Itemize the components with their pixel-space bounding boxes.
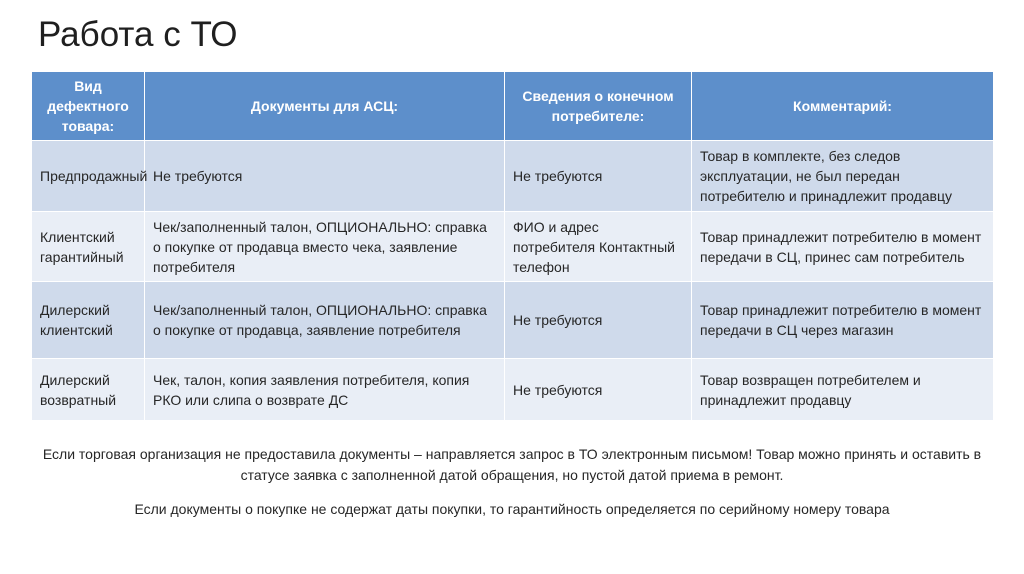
cell-consumer-info: ФИО и адрес потребителя Контактный телефон (505, 212, 692, 282)
cell-defect-type: Клиентский гарантийный (32, 212, 145, 282)
cell-defect-type: Дилерский возвратный (32, 359, 145, 421)
cell-defect-type: Предпродажный (32, 141, 145, 212)
cell-consumer-info: Не требуются (505, 359, 692, 421)
to-table (31, 71, 994, 421)
table-row (32, 141, 994, 212)
cell-comment: Товар в комплекте, без следов эксплуатации, не был передан потребителю и принадлежит продавцу (692, 141, 994, 212)
header-defect-type: Вид дефектного товара: (32, 72, 145, 141)
cell-documents: Чек/заполненный талон, ОПЦИОНАЛЬНО: справка о покупке от продавца, заявление потребителя (145, 282, 505, 359)
table-header-row (32, 72, 994, 141)
cell-comment: Товар принадлежит потребителю в момент передачи в СЦ, принес сам потребитель (692, 212, 994, 282)
page-title: Работа с ТО (38, 15, 238, 54)
header-consumer-info: Сведения о конечном потребителе: (505, 72, 692, 141)
header-documents: Документы для АСЦ: (145, 72, 505, 141)
table-row (32, 359, 994, 421)
header-comment: Комментарий: (692, 72, 994, 141)
note-serial-number: Если документы о покупке не содержат даты покупки, то гарантийность определяется по серийному номеру товара (134, 501, 890, 517)
cell-comment: Товар возвращен потребителем и принадлежит продавцу (692, 359, 994, 421)
cell-defect-type: Дилерский клиентский (32, 282, 145, 359)
cell-consumer-info: Не требуются (505, 141, 692, 212)
cell-documents: Чек/заполненный талон, ОПЦИОНАЛЬНО: справка о покупке от продавца вместо чека, заявление потребителя (145, 212, 505, 282)
cell-documents: Не требуются (145, 141, 505, 212)
table-row (32, 212, 994, 282)
note-missing-documents: Если торговая организация не предоставила документы – направляется запрос в ТО электронным письмом! Товар можно принять и оставить в статусе заявка с заполненной датой обращения, но пустой датой приема в ремонт. (42, 446, 982, 483)
cell-comment: Товар принадлежит потребителю в момент передачи в СЦ через магазин (692, 282, 994, 359)
table-row (32, 282, 994, 359)
cell-consumer-info: Не требуются (505, 282, 692, 359)
cell-documents: Чек, талон, копия заявления потребителя, копия РКО или слипа о возврате ДС (145, 359, 505, 421)
